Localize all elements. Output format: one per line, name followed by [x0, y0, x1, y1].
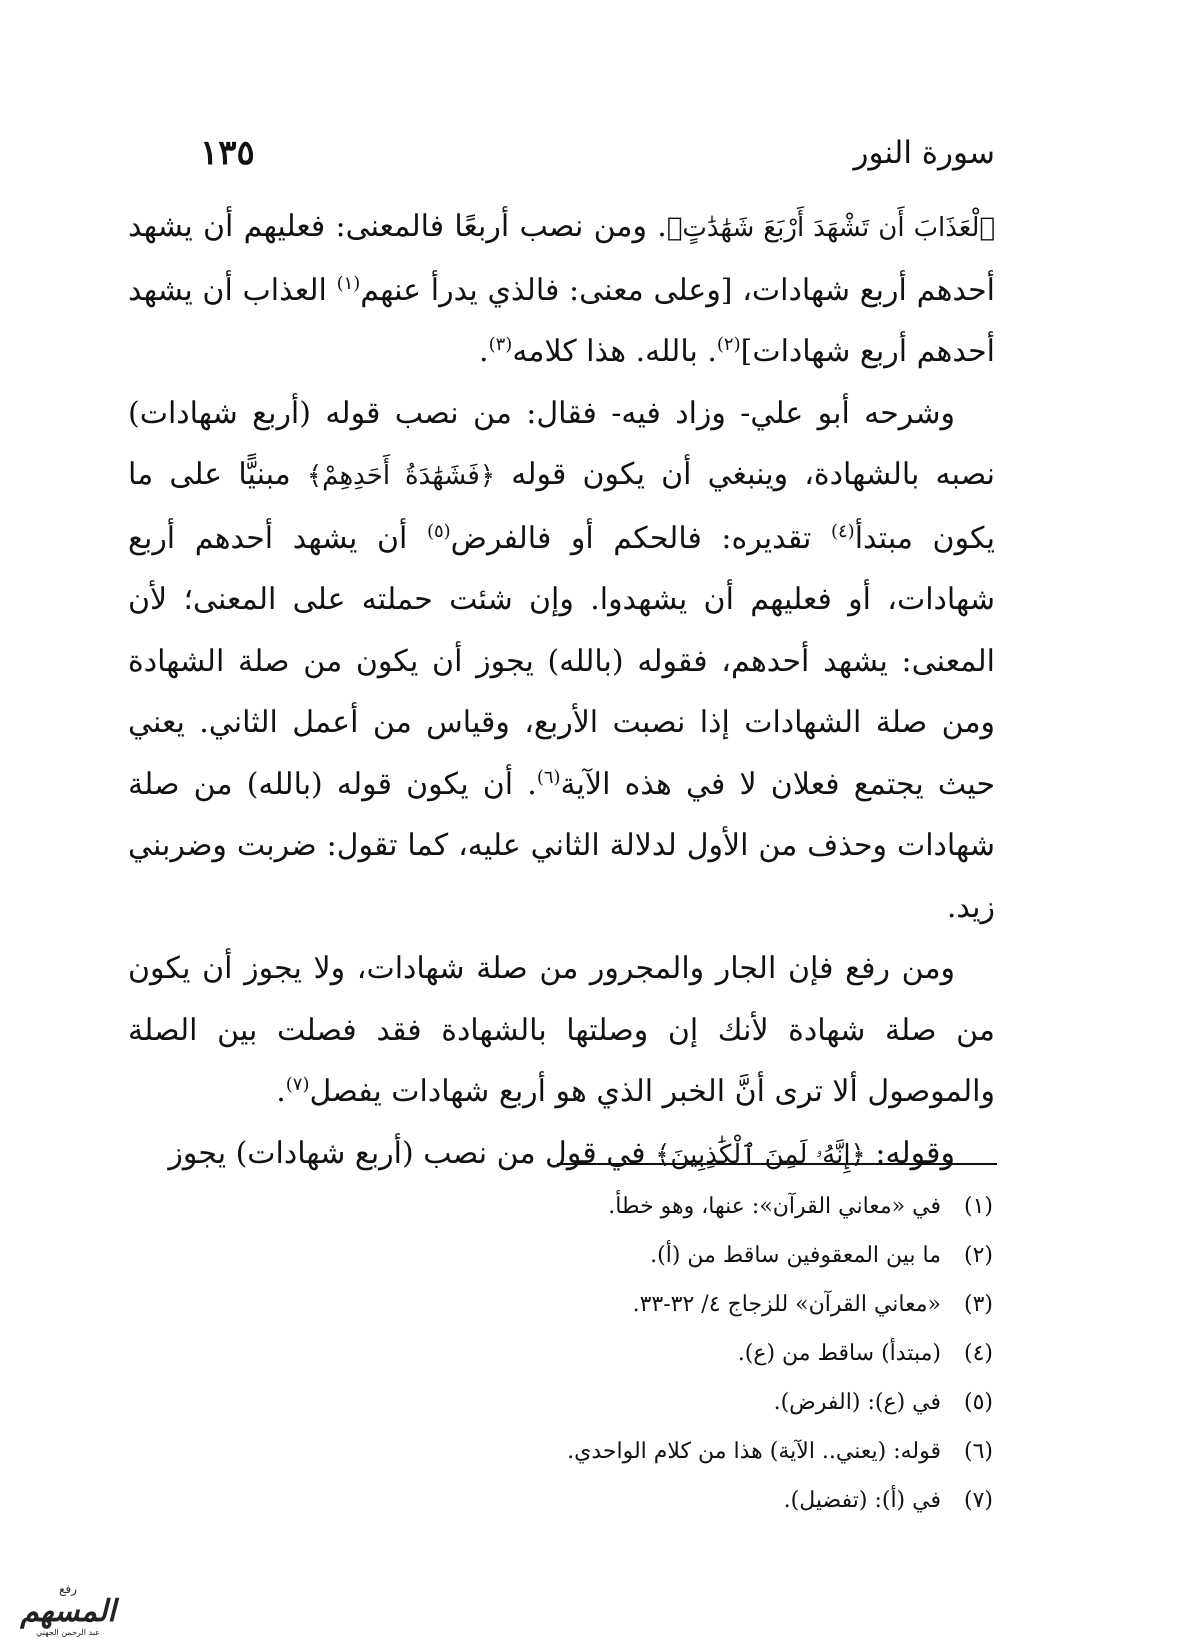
footnote-ref: (٥) [426, 520, 451, 542]
footnote-ref: (٦) [536, 766, 561, 788]
paragraph-text: مبنيًّا على ما يكون مبتدأ [128, 457, 995, 556]
footnotes [190, 1182, 993, 1525]
footnote-ref: (٤) [830, 520, 855, 542]
paragraph-2 [128, 383, 995, 939]
paragraph-text: تقديره: فالحكم أو فالفرض [450, 520, 831, 556]
paragraph-4 [128, 1123, 995, 1187]
footnote-text: في (أ): (تفضيل). [783, 1488, 941, 1513]
paragraph-text: وشرحه أبو علي- وزاد فيه- فقال: من نصب قوله (أربع شهادات) نصبه بالشهادة، وينبغي أن يكون قوله [128, 395, 995, 492]
paragraph-text: . [479, 334, 489, 369]
quran-quote: ﴿فَشَهَٰدَةُ أَحَدِهِمْ﴾ [306, 461, 496, 491]
footnote-text: ما بين المعقوفين ساقط من (أ). [650, 1243, 941, 1268]
stamp-sub-text: عبد الرحمن الجهني [36, 1628, 100, 1637]
footnote-text: (مبتدأ) ساقط من (ع). [737, 1341, 941, 1366]
page-number: ١٣٥ [200, 133, 255, 173]
library-stamp [8, 1582, 128, 1642]
footnote-number: (٣) [963, 1292, 993, 1317]
paragraph-3 [128, 938, 995, 1123]
footnote-item [190, 1378, 993, 1427]
page-header [200, 128, 995, 178]
quran-quote: ﴿إِنَّهُۥ لَمِنَ ٱلْكَٰذِبِينَ﴾ [655, 1139, 866, 1170]
footnote-ref: (٧) [285, 1074, 310, 1095]
footnote-item [190, 1427, 993, 1476]
paragraph-1 [128, 196, 995, 383]
paragraph-text: . ومن نصب أربعًا فالمعنى: فعليهم أن يشهد أحدهم أربع شهادات، [وعلى معنى: فالذي يدرأ عنهم [128, 209, 996, 308]
footnote-number: (٧) [963, 1488, 993, 1513]
footnote-number: (٥) [963, 1390, 993, 1415]
footnote-divider [557, 1163, 997, 1165]
footnote-item [190, 1476, 993, 1525]
paragraph-text: في قول من نصب (أربع شهادات) يجوز [168, 1135, 656, 1171]
footnote-text: «معاني القرآن» للزجاج ٤/ ٣٢-٣٣. [632, 1292, 941, 1317]
paragraph-text: . [276, 1074, 286, 1109]
footnote-text: في «معاني القرآن»: عنها، وهو خطأ. [608, 1194, 941, 1219]
paragraph-text: العذاب أن يشهد أحدهم أربع شهادات] [128, 272, 995, 369]
footnote-item [190, 1329, 993, 1378]
paragraph-text: . أن يكون قوله (بالله) من صلة شهادات وحذف من الأول لدلالة الثاني عليه، كما تقول: ضربت وضربني زيد. [128, 766, 995, 925]
footnote-number: (٦) [963, 1439, 993, 1464]
paragraph-text: ومن رفع فإن الجار والمجرور من صلة شهادات، ولا يجوز أن يكون من صلة شهادة لأنك إن وصلتها بالشهادة فقد فصلت بين الصلة والموصول ألا ترى أنَّ الخبر الذي هو أربع شهادات يفصل [128, 951, 995, 1109]
footnote-item [190, 1182, 993, 1231]
quran-quote: ٱلْعَذَابَ أَن تَشْهَدَ أَرْبَعَ شَهَٰدَٰتٍۭ [666, 213, 995, 243]
paragraph-text: وقوله: [865, 1135, 955, 1171]
footnote-number: (٢) [963, 1243, 993, 1268]
footnote-ref: (١) [336, 272, 361, 294]
footnote-ref: (٣) [488, 334, 513, 355]
stamp-main-text: المسهم [20, 1594, 116, 1629]
footnote-number: (١) [963, 1194, 993, 1219]
footnote-number: (٤) [963, 1341, 993, 1366]
main-text [128, 196, 995, 1186]
paragraph-text: أن يشهد أحدهم أربع شهادات، أو فعليهم أن يشهدوا. وإن شئت حملته على المعنى؛ لأن المعنى: يشهد أحدهم، فقوله (بالله) يجوز أن يكون من صلة الشهادة ومن صلة الشهادات إذا نصبت الأربع، وقياس من أعمل الثاني. يعني حيث يجتمع فعلان لا في هذه الآية [128, 520, 995, 802]
footnote-ref: (٢) [716, 334, 741, 355]
surah-title: سورة النور [853, 135, 995, 171]
footnote-text: في (ع): (الفرض). [773, 1390, 941, 1415]
paragraph-text: . بالله. هذا كلامه [512, 334, 717, 369]
footnote-item [190, 1231, 993, 1280]
stamp-top-text: رفع [59, 1582, 77, 1596]
footnote-item [190, 1280, 993, 1329]
footnote-text: قوله: (يعني.. الآية) هذا من كلام الواحدي. [567, 1439, 941, 1464]
